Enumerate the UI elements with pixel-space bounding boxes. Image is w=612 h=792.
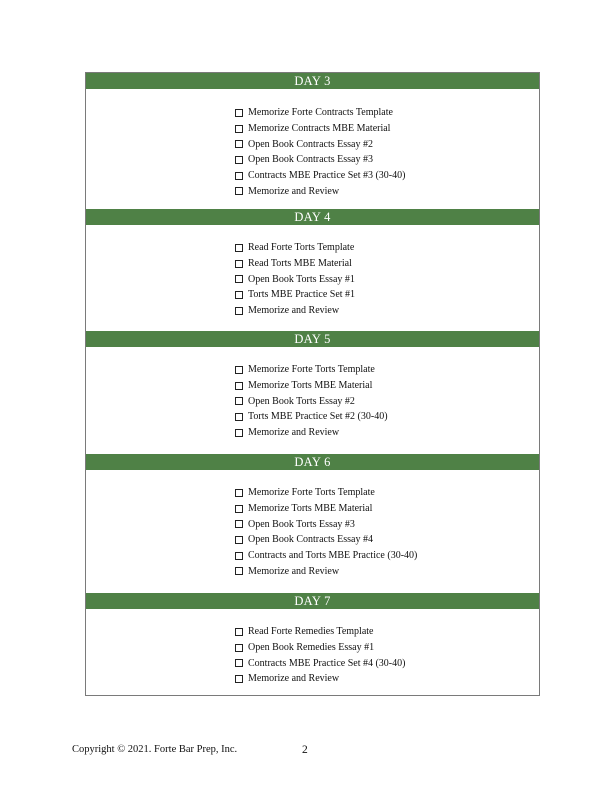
checkbox-icon[interactable] <box>235 429 243 437</box>
task-item[interactable] <box>235 256 355 272</box>
page-number: 2 <box>302 744 308 756</box>
checkbox-icon[interactable] <box>235 140 243 148</box>
task-item[interactable] <box>235 516 417 532</box>
task-item[interactable] <box>235 121 405 137</box>
task-item[interactable] <box>235 183 405 199</box>
task-label: Read Forte Remedies Template <box>248 626 374 638</box>
day-6-header: DAY 6 <box>86 454 539 470</box>
task-item[interactable] <box>235 671 405 687</box>
checkbox-icon[interactable] <box>235 520 243 528</box>
task-label: Torts MBE Practice Set #1 <box>248 289 356 301</box>
task-label: Contracts MBE Practice Set #4 (30-40) <box>248 657 406 669</box>
task-item[interactable] <box>235 136 405 152</box>
checkbox-icon[interactable] <box>235 125 243 133</box>
task-item[interactable] <box>235 548 417 564</box>
checkbox-icon[interactable] <box>235 156 243 164</box>
task-item[interactable] <box>235 624 405 640</box>
task-label: Memorize and Review <box>248 673 340 685</box>
checkbox-icon[interactable] <box>235 675 243 683</box>
checkbox-icon[interactable] <box>235 489 243 497</box>
task-item[interactable] <box>235 393 388 409</box>
task-item[interactable] <box>235 563 417 579</box>
task-label: Memorize Forte Torts Template <box>248 364 375 376</box>
task-item[interactable] <box>235 152 405 168</box>
task-label: Contracts and Torts MBE Practice (30-40) <box>248 550 418 562</box>
checkbox-icon[interactable] <box>235 505 243 513</box>
checkbox-icon[interactable] <box>235 382 243 390</box>
checkbox-icon[interactable] <box>235 244 243 252</box>
day-4-header: DAY 4 <box>86 209 539 225</box>
task-item[interactable] <box>235 425 388 441</box>
task-label: Memorize and Review <box>248 565 340 577</box>
day-3-header: DAY 3 <box>86 73 539 89</box>
checkbox-icon[interactable] <box>235 644 243 652</box>
task-item[interactable] <box>235 485 417 501</box>
task-label: Open Book Torts Essay #2 <box>248 395 355 407</box>
task-label: Open Book Remedies Essay #1 <box>248 642 375 654</box>
task-item[interactable] <box>235 532 417 548</box>
task-label: Memorize and Review <box>248 305 340 317</box>
task-label: Memorize and Review <box>248 427 340 439</box>
task-label: Memorize Torts MBE Material <box>248 503 373 515</box>
checkbox-icon[interactable] <box>235 260 243 268</box>
checkbox-icon[interactable] <box>235 291 243 299</box>
task-item[interactable] <box>235 240 355 256</box>
task-label: Read Torts MBE Material <box>248 258 352 270</box>
task-item[interactable] <box>235 362 388 378</box>
checkbox-icon[interactable] <box>235 397 243 405</box>
checkbox-icon[interactable] <box>235 659 243 667</box>
task-label: Memorize Forte Torts Template <box>248 487 375 499</box>
task-item[interactable] <box>235 303 355 319</box>
checkbox-icon[interactable] <box>235 307 243 315</box>
checkbox-icon[interactable] <box>235 172 243 180</box>
task-item[interactable] <box>235 168 405 184</box>
checkbox-icon[interactable] <box>235 187 243 195</box>
day-6-task-list <box>235 485 417 579</box>
day-7-task-list <box>235 624 405 687</box>
task-item[interactable] <box>235 409 388 425</box>
day-7-header: DAY 7 <box>86 593 539 609</box>
checkbox-icon[interactable] <box>235 275 243 283</box>
task-item[interactable] <box>235 271 355 287</box>
day-5-task-list <box>235 362 388 440</box>
checkbox-icon[interactable] <box>235 366 243 374</box>
day-3-task-list <box>235 105 405 199</box>
task-label: Memorize and Review <box>248 185 340 197</box>
checkbox-icon[interactable] <box>235 567 243 575</box>
checkbox-icon[interactable] <box>235 413 243 421</box>
task-label: Open Book Contracts Essay #2 <box>248 138 373 150</box>
task-item[interactable] <box>235 378 388 394</box>
task-label: Open Book Contracts Essay #4 <box>248 534 373 546</box>
task-label: Open Book Torts Essay #1 <box>248 273 355 285</box>
day-4-task-list <box>235 240 355 318</box>
task-label: Open Book Contracts Essay #3 <box>248 154 373 166</box>
task-label: Memorize Torts MBE Material <box>248 380 373 392</box>
checkbox-icon[interactable] <box>235 628 243 636</box>
study-schedule <box>85 72 540 696</box>
task-item[interactable] <box>235 105 405 121</box>
task-label: Read Forte Torts Template <box>248 242 355 254</box>
day-5-header: DAY 5 <box>86 331 539 347</box>
task-item[interactable] <box>235 501 417 517</box>
task-label: Memorize Forte Contracts Template <box>248 107 393 119</box>
checkbox-icon[interactable] <box>235 109 243 117</box>
task-label: Contracts MBE Practice Set #3 (30-40) <box>248 170 406 182</box>
task-item[interactable] <box>235 640 405 656</box>
footer-copyright: Copyright © 2021. Forte Bar Prep, Inc. <box>72 744 238 755</box>
task-item[interactable] <box>235 655 405 671</box>
checkbox-icon[interactable] <box>235 552 243 560</box>
checkbox-icon[interactable] <box>235 536 243 544</box>
task-item[interactable] <box>235 287 355 303</box>
task-label: Open Book Torts Essay #3 <box>248 518 355 530</box>
task-label: Memorize Contracts MBE Material <box>248 123 391 135</box>
task-label: Torts MBE Practice Set #2 (30-40) <box>248 411 388 423</box>
